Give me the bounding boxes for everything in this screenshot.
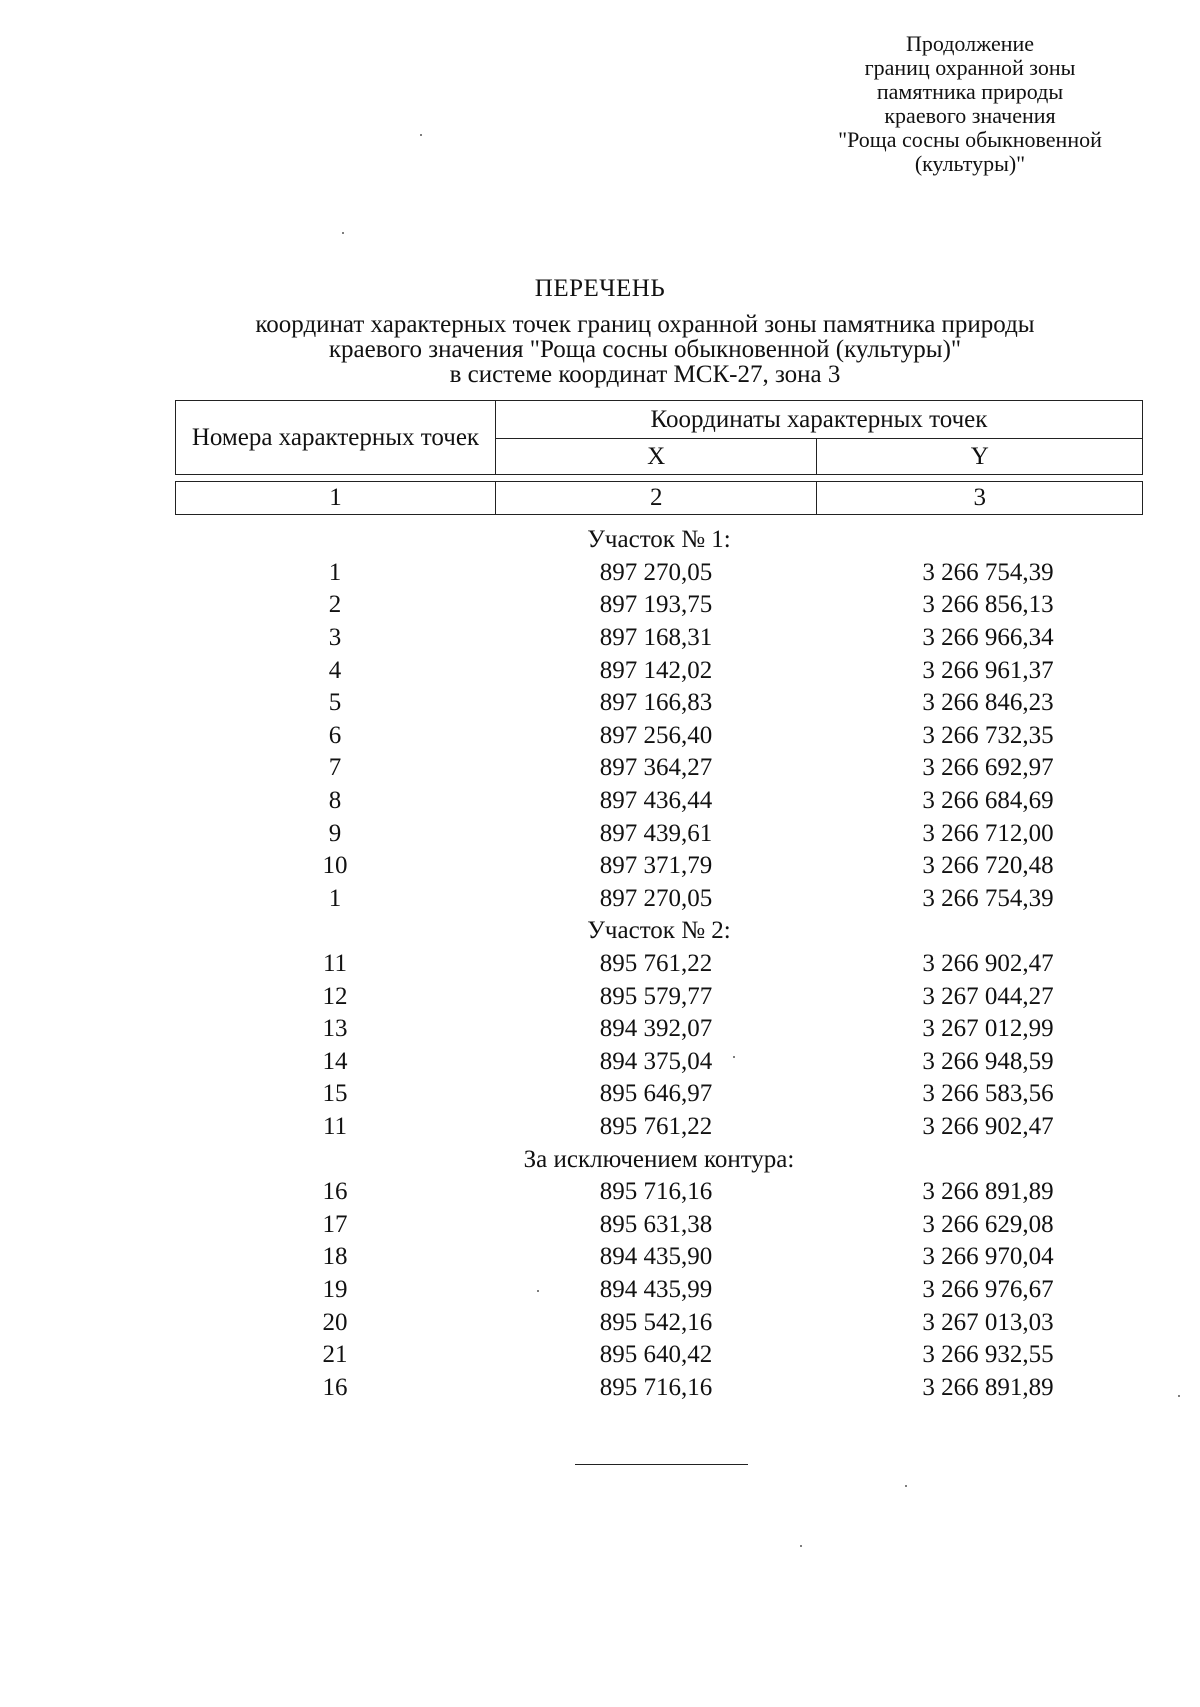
coordinate-x: 895 716,16: [599, 1373, 713, 1401]
point-number: 2: [328, 591, 342, 619]
point-number: 18: [322, 1243, 348, 1271]
document-subtitle: [180, 312, 1110, 387]
point-number: 1: [328, 558, 342, 586]
scan-speck: [905, 1485, 907, 1487]
table-row: [175, 1046, 1143, 1079]
coordinate-y: 3 266 891,89: [922, 1178, 1054, 1206]
continuation-note-line: Продолжение: [905, 31, 1035, 56]
coordinate-y: 3 266 732,35: [922, 721, 1054, 749]
closing-rule: [575, 1464, 748, 1465]
point-number: 17: [322, 1210, 348, 1238]
table-row: [175, 589, 1143, 622]
coordinate-y: 3 266 720,48: [922, 852, 1054, 880]
coordinate-x: 897 371,79: [599, 852, 713, 880]
table-row: [175, 1241, 1143, 1274]
coordinate-x: 897 439,61: [599, 819, 713, 847]
continuation-note-line: границ охранной зоны: [864, 55, 1076, 80]
table-row: [175, 1111, 1143, 1144]
point-number: 15: [322, 1080, 348, 1108]
table-row: [175, 1013, 1143, 1046]
continuation-note-line: памятника природы: [876, 79, 1064, 104]
coordinate-y: 3 266 684,69: [922, 787, 1054, 815]
header-point-numbers: Номера характерных точек: [176, 401, 496, 475]
point-number: 5: [328, 689, 342, 717]
scan-speck: [537, 1290, 539, 1292]
coordinates-table-body: [175, 524, 1143, 1404]
scan-speck: [800, 1545, 802, 1547]
coordinate-x: 894 435,90: [599, 1243, 713, 1271]
coordinate-x: 895 542,16: [599, 1308, 713, 1336]
coordinate-x: 895 646,97: [599, 1080, 713, 1108]
table-row: [175, 654, 1143, 687]
point-number: 8: [328, 787, 342, 815]
coordinate-y: 3 266 712,00: [922, 819, 1054, 847]
point-number: 12: [322, 982, 348, 1010]
coordinate-y: 3 266 692,97: [922, 754, 1054, 782]
table-row: [175, 850, 1143, 883]
scan-speck: [733, 1056, 735, 1058]
coordinate-x: 897 166,83: [599, 689, 713, 717]
subtitle-line: в системе координат МСК-27, зона 3: [449, 361, 841, 388]
point-number: 21: [322, 1341, 348, 1369]
point-number: 7: [328, 754, 342, 782]
coordinate-y: 3 266 976,67: [922, 1275, 1054, 1303]
section-label: За исключением контура:: [523, 1145, 795, 1173]
coordinate-y: 3 266 856,13: [922, 591, 1054, 619]
coordinate-y: 3 266 966,34: [922, 624, 1054, 652]
coordinate-x: 897 256,40: [599, 721, 713, 749]
table-row: [175, 1078, 1143, 1111]
point-number: 10: [322, 852, 348, 880]
coordinate-x: 895 761,22: [599, 950, 713, 978]
coordinate-x: 897 270,05: [599, 884, 713, 912]
point-number: 11: [322, 1112, 348, 1140]
coordinate-x: 894 375,04: [599, 1047, 713, 1075]
point-number: 1: [328, 884, 342, 912]
table-row: [175, 1208, 1143, 1241]
coordinate-y: 3 266 902,47: [922, 950, 1054, 978]
header-y: Y: [817, 439, 1143, 475]
section-label: Участок № 2:: [587, 917, 731, 945]
table-row: [175, 720, 1143, 753]
coordinate-y: 3 266 902,47: [922, 1112, 1054, 1140]
coordinate-x: 895 716,16: [599, 1178, 713, 1206]
table-row: [175, 1176, 1143, 1209]
point-number: 16: [322, 1373, 348, 1401]
coordinate-x: 897 436,44: [599, 787, 713, 815]
coordinate-x: 895 761,22: [599, 1112, 713, 1140]
table-row: [175, 557, 1143, 590]
point-number: 6: [328, 721, 342, 749]
coordinate-x: 897 142,02: [599, 656, 713, 684]
table-row: [175, 1274, 1143, 1307]
coordinate-y: 3 266 970,04: [922, 1243, 1054, 1271]
coordinate-y: 3 267 012,99: [922, 1015, 1054, 1043]
coordinate-y: 3 267 044,27: [922, 982, 1054, 1010]
continuation-note-line: "Роща сосны обыкновенной: [838, 127, 1102, 152]
point-number: 14: [322, 1047, 348, 1075]
scan-speck: [420, 134, 422, 136]
point-number: 19: [322, 1275, 348, 1303]
coordinates-table-header: [175, 400, 1143, 515]
table-row: [175, 785, 1143, 818]
header-coordinates: Координаты характерных точек: [495, 401, 1142, 439]
point-number: 3: [328, 624, 342, 652]
coordinate-y: 3 266 948,59: [922, 1047, 1054, 1075]
coordinate-y: 3 266 846,23: [922, 689, 1054, 717]
table-row: [175, 883, 1143, 916]
point-number: 9: [328, 819, 342, 847]
coordinate-x: 897 193,75: [599, 591, 713, 619]
coordinate-x: 894 392,07: [599, 1015, 713, 1043]
point-number: 20: [322, 1308, 348, 1336]
coordinate-y: 3 266 629,08: [922, 1210, 1054, 1238]
coordinate-y: 3 266 932,55: [922, 1341, 1054, 1369]
coordinate-x: 895 579,77: [599, 982, 713, 1010]
section-label: Участок № 1:: [587, 526, 731, 554]
coordinate-x: 897 364,27: [599, 754, 713, 782]
coordinate-x: 897 168,31: [599, 624, 713, 652]
header-x: X: [495, 439, 817, 475]
continuation-note-line: краевого значения: [884, 103, 1056, 128]
table-row: [175, 1306, 1143, 1339]
coordinate-x: 897 270,05: [599, 558, 713, 586]
point-number: 16: [322, 1178, 348, 1206]
subtitle-line: координат характерных точек границ охранной зоны памятника природы: [255, 311, 1035, 338]
table-row: [175, 752, 1143, 785]
coordinate-x: 894 435,99: [599, 1275, 713, 1303]
coordinate-y: 3 266 754,39: [922, 884, 1054, 912]
table-row: [175, 1339, 1143, 1372]
point-number: 11: [322, 950, 348, 978]
document-title: ПЕРЕЧЕНЬ: [534, 275, 666, 302]
coordinate-y: 3 266 961,37: [922, 656, 1054, 684]
continuation-note: [780, 32, 1160, 176]
column-number: 1: [176, 482, 496, 515]
coordinate-x: 895 640,42: [599, 1341, 713, 1369]
column-number: 2: [495, 482, 817, 515]
coordinate-y: 3 266 754,39: [922, 558, 1054, 586]
table-row: [175, 622, 1143, 655]
table-row: [175, 817, 1143, 850]
scan-speck: [342, 232, 344, 234]
scan-speck: [1178, 1395, 1180, 1397]
subtitle-line: краевого значения "Роща сосны обыкновенной (культуры)": [328, 336, 962, 363]
continuation-note-line: (культуры)": [914, 151, 1026, 176]
point-number: 4: [328, 656, 342, 684]
coordinate-x: 895 631,38: [599, 1210, 713, 1238]
table-row: [175, 687, 1143, 720]
column-number: 3: [817, 482, 1143, 515]
table-row: [175, 948, 1143, 981]
table-row: [175, 980, 1143, 1013]
table-row: [175, 1371, 1143, 1404]
point-number: 13: [322, 1015, 348, 1043]
coordinate-y: 3 266 583,56: [922, 1080, 1054, 1108]
coordinate-y: 3 267 013,03: [922, 1308, 1054, 1336]
coordinate-y: 3 266 891,89: [922, 1373, 1054, 1401]
